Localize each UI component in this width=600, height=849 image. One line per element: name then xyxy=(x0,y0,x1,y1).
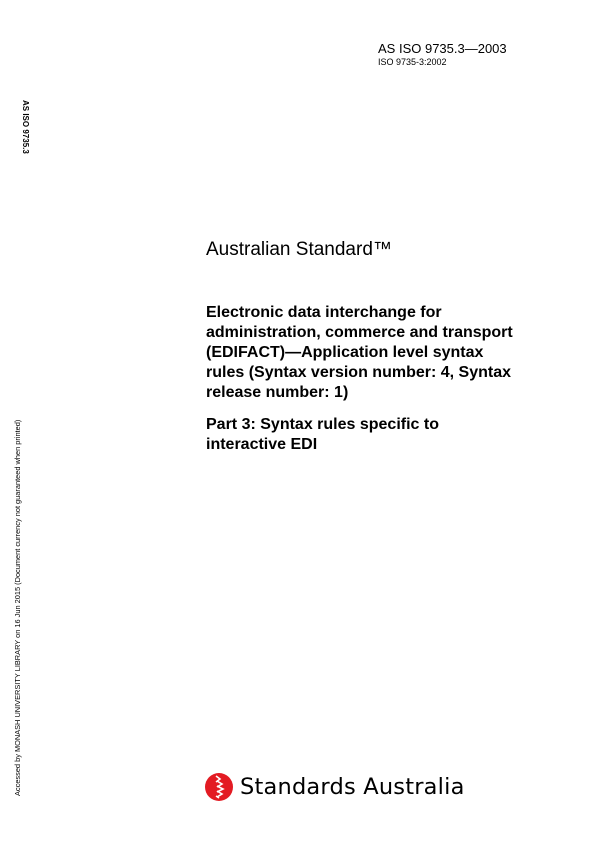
standard-number: AS ISO 9735.3—2003 xyxy=(378,41,507,56)
spine-label: AS ISO 9735.3 xyxy=(21,100,30,154)
part-line: interactive EDI xyxy=(206,436,318,453)
logo-globe-icon xyxy=(204,772,234,802)
iso-number: ISO 9735-3:2002 xyxy=(378,57,447,67)
series-label: Australian Standard™ xyxy=(206,239,392,260)
title-line: release number: 1) xyxy=(206,384,349,401)
standards-australia-logo xyxy=(204,772,465,802)
access-notice: Accessed by MONASH UNIVERSITY LIBRARY on 16 Jun 2015 (Document currency not guaranteed when printed) xyxy=(13,419,22,796)
title-line: Electronic data interchange for xyxy=(206,304,442,321)
title-line: administration, commerce and transport xyxy=(206,324,513,341)
title-line: (EDIFACT)—Application level syntax xyxy=(206,344,484,361)
part-title xyxy=(206,415,586,455)
title-line: rules (Syntax version number: 4, Syntax xyxy=(206,364,511,381)
document-title xyxy=(206,303,586,403)
publisher-name: Standards Australia xyxy=(240,774,465,800)
part-line: Part 3: Syntax rules specific to xyxy=(206,416,439,433)
